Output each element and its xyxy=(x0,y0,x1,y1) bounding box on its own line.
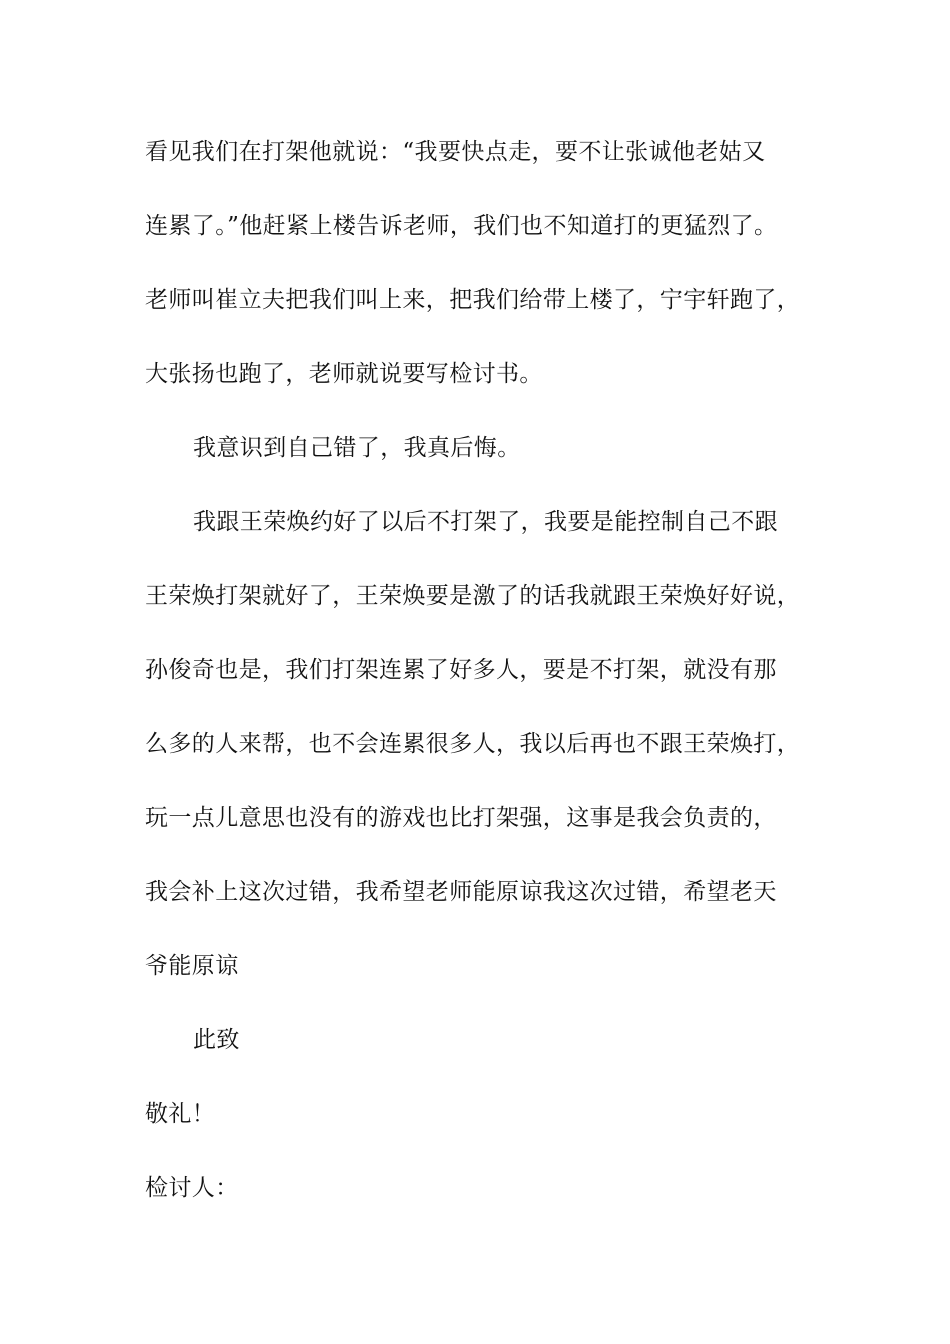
letter-body xyxy=(145,128,835,1238)
text-line: 孙俊奇也是，我们打架连累了好多人，要是不打架，就没有那 xyxy=(145,657,777,683)
text-line: 我跟王荣焕约好了以后不打架了，我要是能控制自己不跟 xyxy=(193,509,778,535)
text-line: 老师叫崔立夫把我们叫上来，把我们给带上楼了，宁宇轩跑了， xyxy=(145,287,801,313)
text-line: 王荣焕打架就好了，王荣焕要是激了的话我就跟王荣焕好好说， xyxy=(145,583,801,609)
text-line: 看见我们在打架他就说：“我要快点走，要不让张诚他老姑又 xyxy=(145,139,766,165)
text-line: 玩一点儿意思也没有的游戏也比打架强，这事是我会负责的， xyxy=(145,805,777,831)
text-line: 么多的人来帮，也不会连累很多人，我以后再也不跟王荣焕打， xyxy=(145,731,801,757)
text-line: 我意识到自己错了，我真后悔。 xyxy=(193,435,521,461)
text-line: 大张扬也跑了，老师就说要写检讨书。 xyxy=(145,361,543,387)
closing-salutation: 此致 xyxy=(193,1027,240,1053)
text-line: 我会补上这次过错，我希望老师能原谅我这次过错，希望老天 xyxy=(145,879,777,905)
text-line: 连累了。”他赶紧上楼告诉老师，我们也不知道打的更猛烈了。 xyxy=(145,213,778,239)
closing-regards: 敬礼！ xyxy=(145,1101,216,1127)
signature-label: 检讨人： xyxy=(145,1175,239,1201)
text-line: 爷能原谅 xyxy=(145,953,239,979)
